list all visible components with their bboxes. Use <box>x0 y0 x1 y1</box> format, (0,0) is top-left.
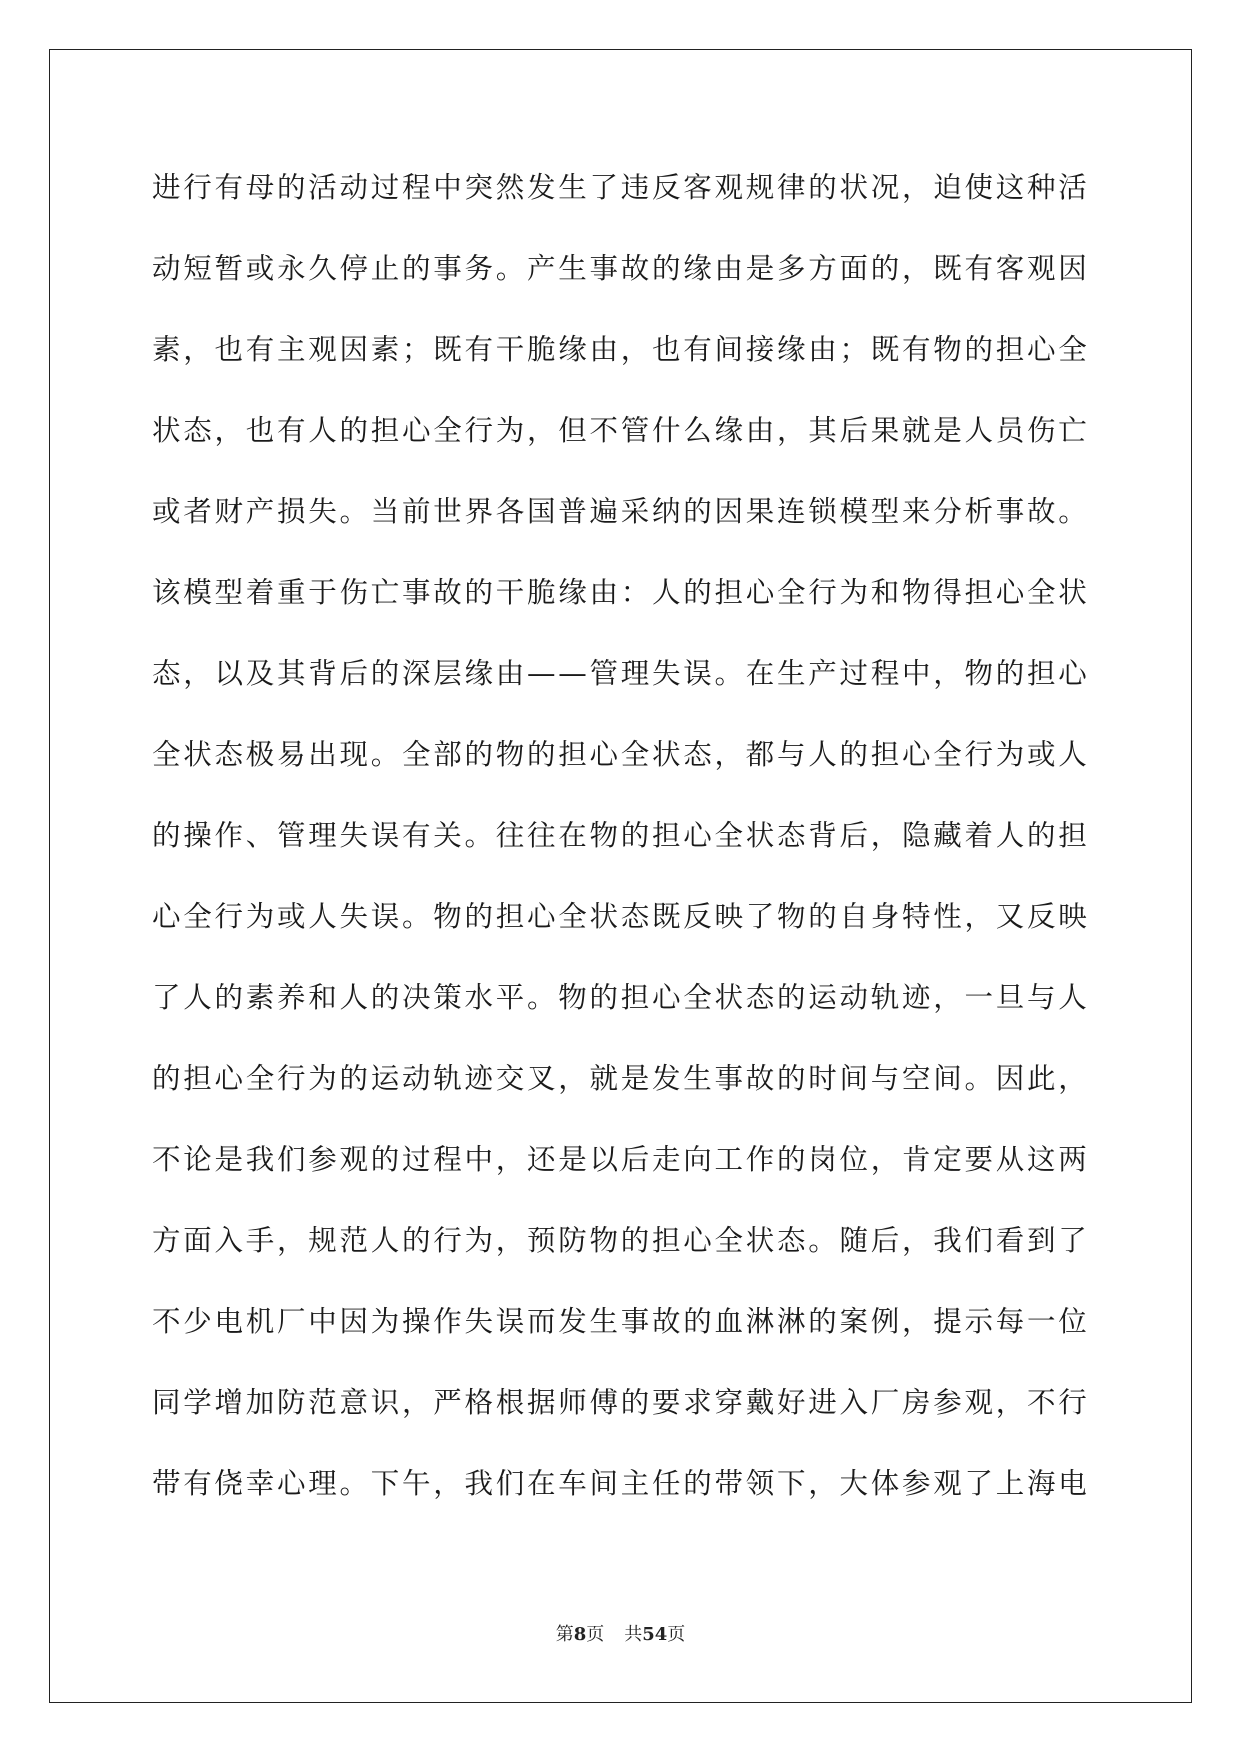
text-line: 状 态 ， 也 有 人 的 担 心 全 行 为 ， 但 不 管 什 么 缘 由 ， 其 后 果 就 是 人 员 伤 亡 <box>152 414 1087 447</box>
document-body <box>152 158 1087 1535</box>
text-line: 该 模 型 着 重 于 伤 亡 事 故 的 干 脆 缘 由 ： 人 的 担 心 全 行 为 和 物 得 担 心 全 状 <box>152 576 1087 609</box>
page-number: 8 <box>573 1624 587 1645</box>
text-line: 不 少 电 机 厂 中 因 为 操 作 失 误 而 发 生 事 故 的 血 淋 淋 的 案 例 ， 提 示 每 一 位 <box>152 1305 1087 1338</box>
text-line: 不 论 是 我 们 参 观 的 过 程 中 ， 还 是 以 后 走 向 工 作 的 岗 位 ， 肯 定 要 从 这 两 <box>152 1143 1087 1176</box>
page-prefix: 第 <box>555 1624 574 1645</box>
text-line: 同 学 增 加 防 范 意 识 ， 严 格 根 据 师 傅 的 要 求 穿 戴 好 进 入 厂 房 参 观 ， 不 行 <box>152 1386 1087 1419</box>
page-suffix: 页 <box>586 1624 605 1645</box>
text-line: 进 行 有 母 的 活 动 过 程 中 突 然 发 生 了 违 反 客 观 规 律 的 状 况 ， 迫 使 这 种 活 <box>152 171 1087 204</box>
text-line: 心 全 行 为 或 人 失 误 。 物 的 担 心 全 状 态 既 反 映 了 物 的 自 身 特 性 ， 又 反 映 <box>152 900 1087 933</box>
text-line: 全 状 态 极 易 出 现 。 全 部 的 物 的 担 心 全 状 态 ， 都 与 人 的 担 心 全 行 为 或 人 <box>152 738 1087 771</box>
text-line: 态 ， 以 及 其 背 后 的 深 层 缘 由 — — 管 理 失 误 。 在 生 产 过 程 中 ， 物 的 担 心 <box>152 657 1087 690</box>
text-line: 的 操 作 、 管 理 失 误 有 关 。 往 往 在 物 的 担 心 全 状 态 背 后 ， 隐 藏 着 人 的 担 <box>152 819 1087 852</box>
text-line: 了 人 的 素 养 和 人 的 决 策 水 平 。 物 的 担 心 全 状 态 的 运 动 轨 迹 ， 一 旦 与 人 <box>152 981 1087 1014</box>
text-line: 的 担 心 全 行 为 的 运 动 轨 迹 交 叉 ， 就 是 发 生 事 故 的 时 间 与 空 间 。 因 此 ， <box>152 1062 1087 1095</box>
text-line: 动 短 暂 或 永 久 停 止 的 事 务 。 产 生 事 故 的 缘 由 是 多 方 面 的 ， 既 有 客 观 因 <box>152 252 1087 285</box>
text-line: 方 面 入 手 ， 规 范 人 的 行 为 ， 预 防 物 的 担 心 全 状 态 。 随 后 ， 我 们 看 到 了 <box>152 1224 1087 1257</box>
total-suffix: 页 <box>667 1624 686 1645</box>
text-line: 素 ， 也 有 主 观 因 素 ； 既 有 干 脆 缘 由 ， 也 有 间 接 缘 由 ； 既 有 物 的 担 心 全 <box>152 333 1087 366</box>
text-line: 或 者 财 产 损 失 。 当 前 世 界 各 国 普 遍 采 纳 的 因 果 连 锁 模 型 来 分 析 事 故 。 <box>152 495 1087 528</box>
total-prefix: 共 <box>624 1624 643 1645</box>
total-pages: 54 <box>642 1624 668 1645</box>
text-line: 带 有 侥 幸 心 理 。 下 午 ， 我 们 在 车 间 主 任 的 带 领 下 ， 大 体 参 观 了 上 海 电 <box>152 1467 1087 1500</box>
page-footer <box>0 1620 1241 1646</box>
